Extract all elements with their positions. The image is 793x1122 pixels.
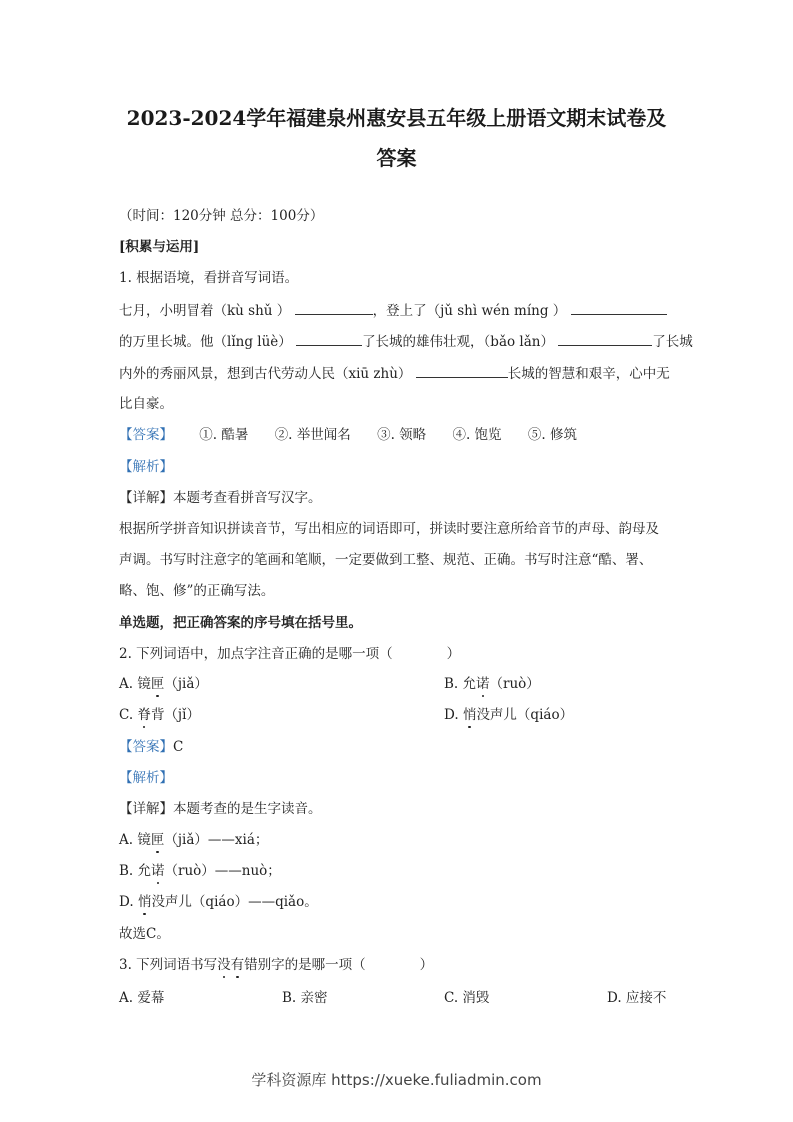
answer-item: ④. 饱览 bbox=[452, 427, 502, 443]
passage-text: 的万里长城。他（lǐng lüè） bbox=[119, 334, 292, 350]
passage-text: ，登上了（jǔ shì wén míng ） bbox=[372, 303, 567, 319]
dotted-char: 有 bbox=[230, 957, 245, 973]
answer-label: 【答案】 bbox=[119, 427, 173, 443]
explanation-text: （ruò）——nuò； bbox=[164, 863, 281, 879]
stem-text: 3. 下列词语书写 bbox=[119, 957, 218, 973]
dotted-char: 匣 bbox=[150, 832, 165, 848]
question-1-passage-line4: 比自豪。 bbox=[119, 396, 173, 412]
explanation-text: （jiǎ）——xiá； bbox=[164, 832, 269, 848]
answer-blank bbox=[296, 331, 362, 346]
dotted-char: 诺 bbox=[151, 863, 165, 879]
dotted-char: 诺 bbox=[476, 676, 490, 692]
question-2-explanation-a bbox=[119, 830, 268, 850]
option-text: （ruò） bbox=[489, 676, 540, 692]
question-1-passage-line1 bbox=[119, 300, 667, 321]
answer-label: 【答案】 bbox=[119, 739, 173, 755]
question-1-explanation-line2: 声调。书写时注意字的笔画和笔顺，一定要做到工整、规范、正确。书写时注意“酷、署、 bbox=[119, 552, 653, 568]
passage-text: 了长城 bbox=[652, 334, 693, 350]
question-1-explanation-line1: 根据所学拼音知识拼读音节，写出相应的词语即可，拼读时要注意所给音节的声母、韵母及 bbox=[119, 521, 659, 537]
question-2-stem: 2. 下列词语中，加点字注音正确的是哪一项（ ） bbox=[119, 646, 461, 662]
option-text: 背（jǐ） bbox=[150, 707, 200, 723]
explanation-text: D. bbox=[119, 894, 138, 910]
question-1-explanation-line3: 略、饱、修”的正确写法。 bbox=[119, 583, 275, 599]
question-3-option-d: D. 应接不 bbox=[607, 990, 667, 1006]
answer-item: ②. 举世闻名 bbox=[274, 427, 351, 443]
question-2-analysis-label: 【解析】 bbox=[119, 770, 173, 786]
option-text: D. bbox=[444, 707, 463, 723]
dotted-char: 没 bbox=[217, 957, 231, 973]
question-1-stem: 1. 根据语境，看拼音写词语。 bbox=[119, 270, 299, 286]
explanation-text: B. 允 bbox=[119, 863, 152, 879]
option-text: C. bbox=[119, 707, 138, 723]
answer-item: ⑤. 修筑 bbox=[527, 427, 577, 443]
question-2-answer bbox=[119, 737, 183, 757]
dotted-char: 悄 bbox=[462, 707, 477, 723]
question-1-answer bbox=[119, 425, 599, 445]
question-3-option-a: A. 爱幕 bbox=[119, 990, 165, 1006]
answer-blank bbox=[295, 300, 373, 315]
passage-text: 了长城的雄伟壮观，（bǎo lǎn） bbox=[362, 334, 554, 350]
option-text: （jiǎ） bbox=[164, 676, 208, 692]
page-title-line1: 2023-2024学年福建泉州惠安县五年级上册语文期末试卷及 bbox=[126, 106, 667, 130]
section-heading-single-choice: 单选题，把正确答案的序号填在括号里。 bbox=[119, 615, 362, 631]
question-2-explanation-b bbox=[119, 861, 281, 881]
question-1-passage-line3 bbox=[119, 363, 670, 384]
explanation-text: A. 镜 bbox=[119, 832, 151, 848]
question-3-option-b: B. 亲密 bbox=[282, 990, 328, 1006]
question-2-option-a bbox=[119, 674, 208, 694]
question-2-explanation-d bbox=[119, 892, 318, 912]
answer-blank bbox=[416, 363, 508, 378]
question-1-analysis-label: 【解析】 bbox=[119, 459, 173, 475]
passage-text: 七月，小明冒着（kù shǔ ） bbox=[119, 303, 291, 319]
answer-blank bbox=[558, 331, 652, 346]
option-text: A. 镜 bbox=[119, 676, 151, 692]
question-1-passage-line2 bbox=[119, 331, 693, 352]
passage-text: 长城的智慧和艰辛，心中无 bbox=[507, 366, 670, 382]
footer-watermark: 学科资源库 https://xueke.fuliadmin.com bbox=[251, 1071, 542, 1089]
section-heading-accumulation: [积累与运用] bbox=[119, 239, 200, 255]
exam-meta: （时间：120分钟 总分：100分） bbox=[119, 208, 324, 224]
dotted-char: 悄 bbox=[137, 894, 152, 910]
answer-item: ③. 领略 bbox=[377, 427, 427, 443]
answer-value: C bbox=[173, 739, 184, 755]
option-text: B. 允 bbox=[444, 676, 477, 692]
passage-text: 内外的秀丽风景，想到古代劳动人民（xiū zhù） bbox=[119, 366, 412, 382]
stem-text: 错别字的是哪一项（ ） bbox=[244, 957, 434, 973]
option-text: 没声儿（qiáo） bbox=[476, 707, 574, 723]
question-2-option-b bbox=[444, 674, 540, 694]
page-title-line2: 答案 bbox=[376, 146, 417, 170]
explanation-text: 没声儿（qiáo）——qiǎo。 bbox=[151, 894, 318, 910]
question-2-option-d bbox=[444, 705, 573, 725]
dotted-char: 匣 bbox=[150, 676, 165, 692]
dotted-char: 脊 bbox=[137, 707, 151, 723]
question-3-stem bbox=[119, 955, 433, 975]
answer-item: ①. 酷暑 bbox=[199, 427, 249, 443]
question-1-detail: 【详解】本题考查看拼音写汉字。 bbox=[119, 490, 322, 506]
question-2-conclusion: 故选C。 bbox=[119, 926, 170, 942]
question-3-option-c: C. 消毁 bbox=[444, 990, 490, 1006]
question-2-option-c bbox=[119, 705, 200, 725]
answer-blank bbox=[571, 300, 667, 315]
question-2-detail: 【详解】本题考查的是生字读音。 bbox=[119, 801, 322, 817]
